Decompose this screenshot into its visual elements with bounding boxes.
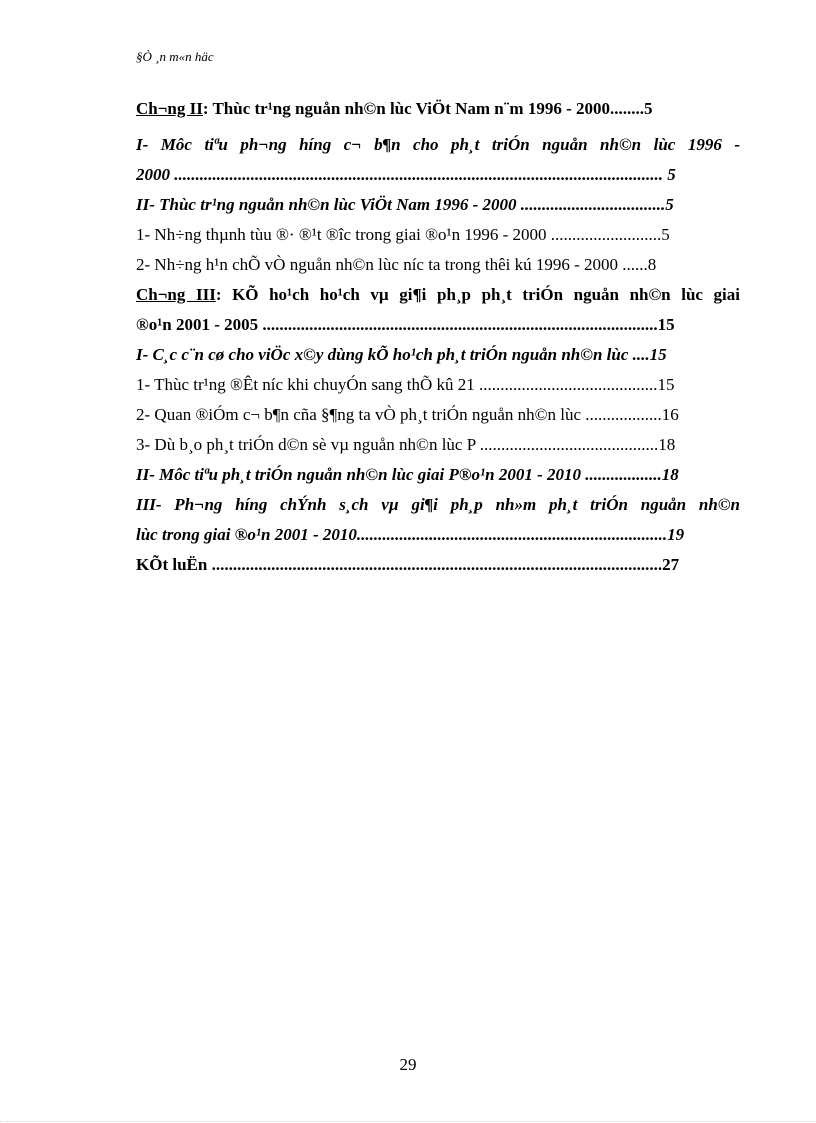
chapter-2-title: : Thùc tr¹ng nguån nh©n lùc ViÖt Nam n¨m 1996 - 2000........5 bbox=[202, 99, 653, 118]
toc-item-2: 2- Nh÷ng h¹n chÕ vÒ nguån nh©n lùc níc ta trong thêi kú 1996 - 2000 ......8 bbox=[136, 255, 657, 274]
toc-chapter-2 bbox=[136, 94, 740, 124]
table-of-contents bbox=[136, 94, 740, 580]
chapter-3-title: : KÕ ho¹ch ho¹ch vµ gi¶i ph¸p ph¸t triÓn nguån nh©n lùc giai bbox=[215, 285, 740, 304]
toc-chapter-3-line-2: ®o¹n 2001 - 2005 .............................................................................................15 bbox=[136, 315, 675, 334]
toc-section-i-line-2: 2000 ................................................................................................................... 5 bbox=[136, 165, 676, 184]
toc-item-3-forecast: 3- Dù b¸o ph¸t triÓn d©n sè vµ nguån nh©n lùc P ..........................................18 bbox=[136, 435, 676, 454]
toc-section-i-line-1: I- Môc tiªu ph¬ng híng c¬ b¶n cho ph¸t triÓn nguån nh©n lùc 1996 - bbox=[136, 135, 740, 154]
toc-conclusion: KÕt luËn ..........................................................................................................27 bbox=[136, 555, 680, 574]
toc-section-i-bases: I- C¸c c¨n cø cho viÖc x©y dùng kÕ ho¹ch ph¸t triÓn nguån nh©n lùc ....15 bbox=[136, 345, 667, 364]
header-note: §Ò ¸n m«n häc bbox=[136, 49, 214, 64]
toc-section-ii: II- Thùc tr¹ng nguån nh©n lùc ViÖt Nam 1996 - 2000 ..................................5 bbox=[136, 195, 674, 214]
toc-item-1: 1- Nh÷ng thµnh tùu ®· ®¹t ®îc trong giai ®o¹n 1996 - 2000 ..........................5 bbox=[136, 225, 670, 244]
chapter-2-label: Ch¬ng II bbox=[136, 99, 203, 118]
toc-section-iii-line-1: III- Ph¬ng híng chÝnh s¸ch vµ gi¶i ph¸p nh»m ph¸t triÓn nguån nh©n bbox=[136, 495, 740, 514]
bottom-divider bbox=[0, 1121, 816, 1122]
toc-chapter-3-line-1 bbox=[136, 280, 740, 310]
toc-item-2-viewpoint: 2- Quan ®iÓm c¬ b¶n cña §¶ng ta vÒ ph¸t triÓn nguån nh©n lùc ..................16 bbox=[136, 405, 679, 424]
page-number: 29 bbox=[399, 1055, 417, 1074]
toc-section-ii-objectives: II- Môc tiªu ph¸t triÓn nguån nh©n lùc giai P®o¹n 2001 - 2010 ..................18 bbox=[136, 465, 679, 484]
chapter-3-label: Ch¬ng III bbox=[136, 285, 216, 304]
toc-item-1-situation: 1- Thùc tr¹ng ®Êt níc khi chuyÓn sang thÕ kû 21 ..........................................15 bbox=[136, 375, 675, 394]
toc-section-iii-line-2: lùc trong giai ®o¹n 2001 - 2010.........................................................................19 bbox=[136, 525, 685, 544]
